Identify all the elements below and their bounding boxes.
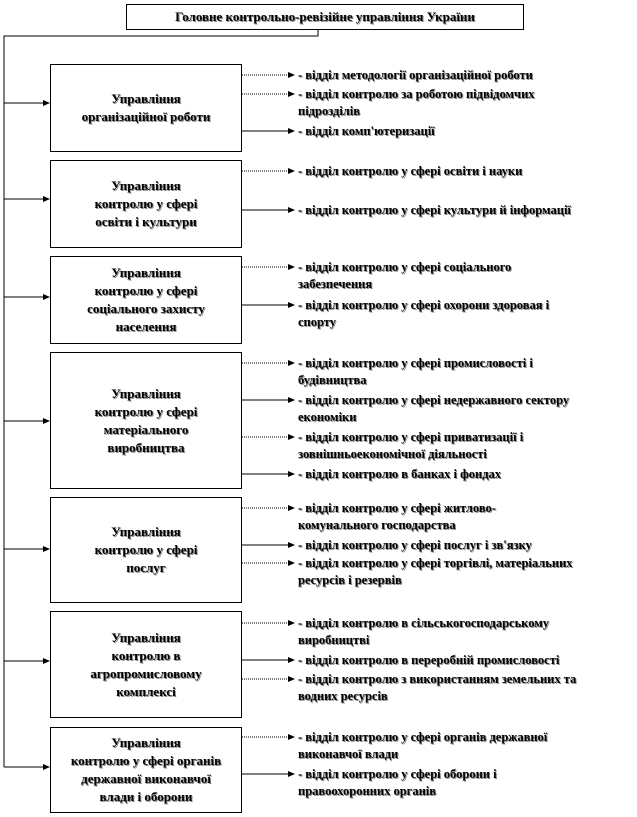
subdivision-item: - відділ контролю у сфері житлово- комунального господарства bbox=[298, 501, 496, 532]
subdivision-item: - відділ контролю у сфері охорони здоровая і спорту bbox=[298, 298, 550, 329]
department-label: Управління контролю у сфері матеріального виробництва bbox=[94, 385, 198, 455]
subdivision-item: - відділ контролю у сфері послуг і зв'язку bbox=[298, 538, 532, 552]
department-label: Управління контролю у сфері послуг bbox=[94, 524, 198, 575]
department-label: Управління організаційної роботи bbox=[81, 91, 211, 124]
subdivision-item: - відділ контролю у сфері культури й інформації bbox=[298, 203, 571, 217]
subdivision-item: - відділ контролю у сфері недержавного сектору економіки bbox=[298, 393, 570, 424]
department-box-services bbox=[50, 497, 242, 603]
subdivision-item: - відділ контролю у сфері торгівлі, матеріальних ресурсів і резервів bbox=[298, 556, 573, 587]
subdivision-item: - відділ контролю за роботою підвідомчих підрозділів bbox=[298, 87, 535, 118]
department-box-material-production bbox=[50, 352, 242, 489]
subdivision-item: - відділ контролю в банках і фондах bbox=[298, 467, 502, 481]
department-label: Управління контролю у сфері органів державної виконавчої влади і оборони bbox=[70, 735, 222, 804]
subdivision-item: - відділ контролю з використанням земельних та водних ресурсів bbox=[298, 672, 577, 703]
subdivision-item: - відділ контролю у сфері промисловості і будівництва bbox=[298, 356, 533, 387]
subdivision-item: - відділ контролю в сільськогосподарському виробництві bbox=[298, 616, 549, 647]
subdivision-item: - відділ контролю у сфері освіти і науки bbox=[298, 164, 523, 178]
subdivision-item: - відділ комп'ютеризації bbox=[298, 124, 435, 138]
subdivision-item: - відділ контролю у сфері соціального забезпечення bbox=[298, 260, 512, 291]
department-label: Управління контролю у сфері соціального захисту населення bbox=[87, 265, 205, 334]
department-box-education-culture bbox=[50, 160, 242, 248]
subdivision-item: - відділ контролю у сфері органів державної виконавчої влади bbox=[298, 730, 548, 761]
department-label: Управління контролю в агропромисловому комплексі bbox=[90, 629, 202, 699]
head-office-box bbox=[126, 4, 524, 30]
department-box-social-protection bbox=[50, 256, 242, 344]
subdivision-item: - відділ контролю в переробній промисловості bbox=[298, 653, 560, 667]
department-box-executive-defense bbox=[50, 727, 242, 813]
subdivision-item: - відділ методології організаційної роботи bbox=[298, 68, 533, 82]
department-box-agroindustrial bbox=[50, 611, 242, 718]
head-office-title: Головне контрольно-ревізійне управління України bbox=[175, 9, 475, 24]
subdivision-item: - відділ контролю у сфері приватизації і зовнішньоекономічної діяльності bbox=[298, 430, 524, 461]
department-label: Управління контролю у сфері освіти і культури bbox=[94, 178, 198, 229]
department-box-organizational-work bbox=[50, 64, 242, 152]
subdivision-item: - відділ контролю у сфері оборони і правоохоронних органів bbox=[298, 767, 497, 798]
